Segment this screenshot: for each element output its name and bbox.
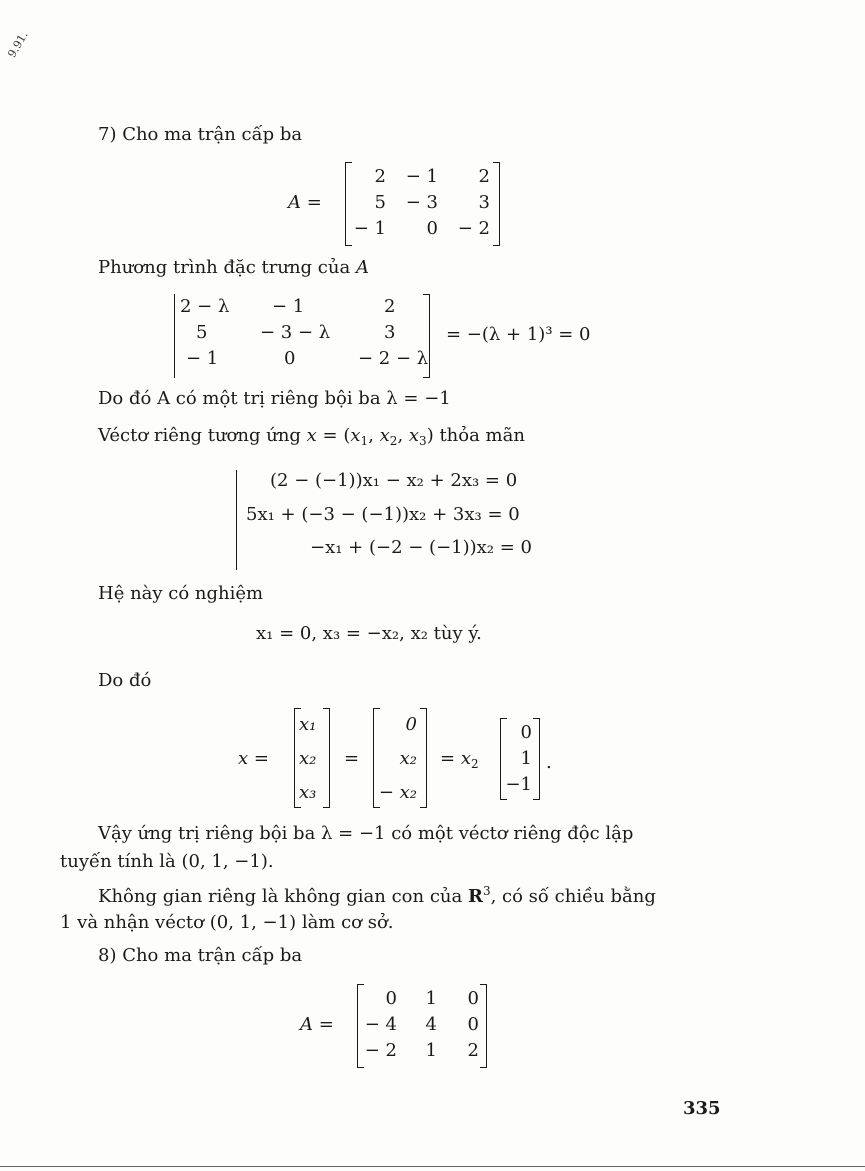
matrix-b-cell: 0	[467, 988, 479, 1009]
vector-mid-cell: x₂	[399, 748, 417, 769]
matrix-a-label: A =	[288, 192, 322, 213]
vector-right-cell: 0	[520, 722, 532, 743]
solution-title: Hệ này có nghiệm	[98, 583, 264, 604]
conclusion-2b: 1 và nhận véctơ (0, 1, −1) làm cơ sở.	[60, 912, 394, 933]
eigen-statement: Do đó A có một trị riêng bội ba λ = −1	[98, 388, 451, 409]
matrix-b-cell: 4	[425, 1014, 437, 1035]
eigenvector-text-a: Véctơ riêng tương ứng	[98, 425, 301, 446]
system-eq-2: 5x₁ + (−3 − (−1))x₂ + 3x₃ = 0	[246, 504, 520, 525]
period: .	[546, 752, 552, 773]
equals-sign: =	[344, 748, 360, 769]
conclusion-2: Không gian riêng là không gian con của $R^3$, có số chiều bằng	[98, 884, 656, 907]
matrix-a-cell: − 1	[353, 218, 386, 239]
det-cell: 2	[384, 296, 396, 317]
vector-x	[294, 708, 330, 808]
matrix-b	[357, 984, 487, 1068]
vector-mid-cell: 0	[405, 714, 417, 735]
vector-x-cell: x₁	[299, 714, 317, 735]
matrix-b-label: A =	[300, 1014, 334, 1035]
system-eq-1: (2 − (−1))x₁ − x₂ + 2x₃ = 0	[270, 470, 518, 491]
det-cell: 3	[384, 322, 396, 343]
vector-x-cell: x₂	[299, 748, 317, 769]
det-cell: 0	[284, 348, 296, 369]
det-cell: − 3 − λ	[260, 322, 331, 343]
vector-mid-cell: − x₂	[378, 782, 417, 803]
det-cell: 5	[196, 322, 208, 343]
margin-mark: 9.91.	[5, 29, 31, 60]
solution-line: x₁ = 0, x₃ = −x₂, x₂ tùy ý.	[256, 623, 482, 644]
matrix-a-cell: − 2	[457, 218, 490, 239]
vector-right	[500, 718, 540, 800]
det-result: = −(λ + 1)³ = 0	[446, 324, 591, 345]
matrix-b-cell: 2	[467, 1040, 479, 1061]
matrix-a-cell: − 1	[405, 166, 438, 187]
vector-x-cell: x₃	[299, 782, 317, 803]
char-eq-heading	[98, 257, 369, 278]
matrix-a-cell: − 3	[405, 192, 438, 213]
eigenvector-text-b: thỏa mãn	[439, 425, 525, 446]
matrix-b-cell: 0	[467, 1014, 479, 1035]
conclusion-2-space: R	[467, 886, 483, 907]
char-eq-var: A	[355, 257, 369, 278]
system-brace	[236, 470, 245, 570]
page-number: 335	[683, 1098, 721, 1119]
matrix-b-cell: 1	[425, 988, 437, 1009]
eigenvector-statement: Véctơ riêng tương ứng $x = (x_1$, $x_2$, $x_3$) thỏa mãn	[98, 425, 525, 448]
det-cell: − 1	[186, 348, 219, 369]
det-cell: − 1	[272, 296, 305, 317]
section8-heading: 8) Cho ma trận cấp ba	[98, 945, 303, 966]
vector-right-cell: 1	[520, 748, 532, 769]
matrix-b-cell: 1	[425, 1040, 437, 1061]
char-eq-text: Phương trình đặc trưng của	[98, 257, 351, 278]
matrix-b-cell: 0	[385, 988, 397, 1009]
conclusion-2-text: Không gian riêng là không gian con của	[98, 886, 463, 907]
char-determinant	[174, 294, 430, 378]
conclusion-1b: tuyến tính là (0, 1, −1).	[60, 851, 274, 872]
matrix-a-cell: 0	[426, 218, 438, 239]
section7-heading: 7) Cho ma trận cấp ba	[98, 124, 303, 145]
vector-right-cell: −1	[505, 774, 532, 795]
det-cell: 2 − λ	[180, 296, 230, 317]
conclusion-2-tail: , có số chiều bằng	[490, 886, 656, 907]
system-eq-3: −x₁ + (−2 − (−1))x₂ = 0	[310, 537, 533, 558]
matrix-a-cell: 2	[374, 166, 386, 187]
matrix-b-cell: − 2	[364, 1040, 397, 1061]
matrix-a	[345, 162, 500, 246]
vector-mid	[373, 708, 427, 808]
vector-x-label: x =	[238, 748, 269, 769]
do-do-label: Do đó	[98, 670, 152, 691]
scalar-x2: = $x_2$	[440, 748, 479, 771]
matrix-b-cell: − 4	[364, 1014, 397, 1035]
bottom-rule	[0, 1166, 865, 1167]
matrix-a-cell: 3	[478, 192, 490, 213]
matrix-a-cell: 5	[374, 192, 386, 213]
matrix-a-cell: 2	[478, 166, 490, 187]
conclusion-1: Vậy ứng trị riêng bội ba λ = −1 có một véctơ riêng độc lập	[98, 823, 634, 844]
det-cell: − 2 − λ	[358, 348, 429, 369]
